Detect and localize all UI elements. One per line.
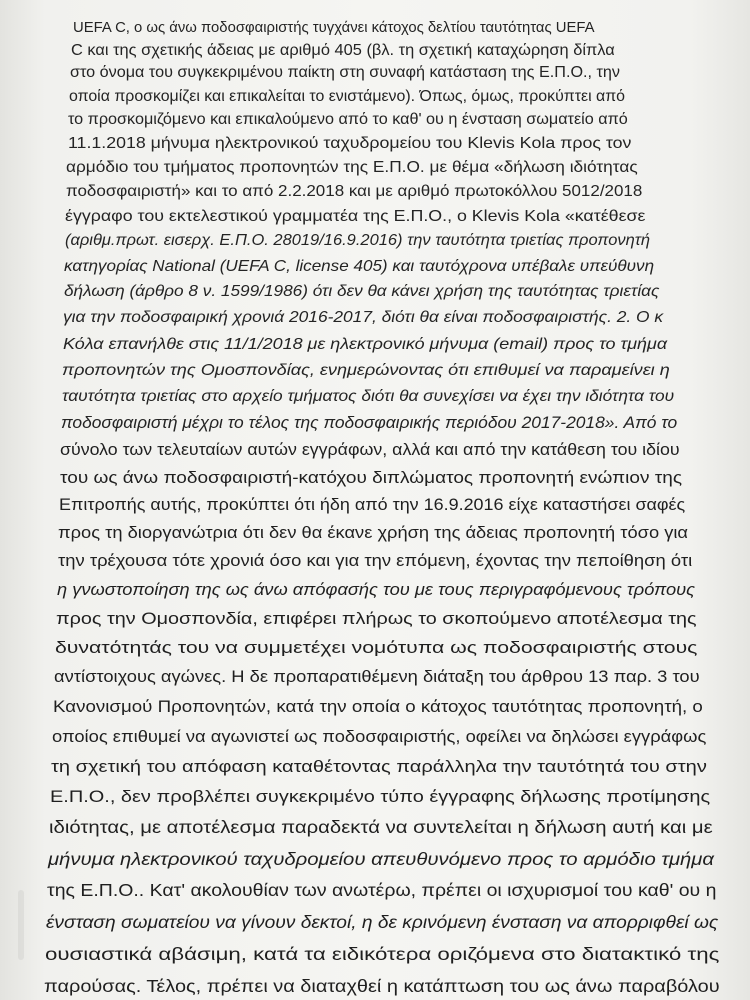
text-line-12: δήλωση (άρθρο 8 ν. 1599/1986) ότι δεν θα κάνει χρήση της ταυτότητας τριετίας (64, 282, 660, 300)
text-line-6: 11.1.2018 μήνυμα ηλεκτρονικού ταχυδρομείου του Klevis Kola προς τον (68, 134, 632, 152)
text-line-14: Κόλα επανήλθε στις 11/1/2018 με ηλεκτρονικό μήνυμα (email) προς το τμήμα (63, 334, 668, 353)
text-line-20: Επιτροπής αυτής, προκύπτει ότι ήδη από την 16.9.2016 είχε καταστήσει σαφές (59, 496, 686, 515)
text-line-34: ένσταση σωματείου να γίνουν δεκτοί, η δε κρινόμενη ένσταση να απορριφθεί ως (46, 911, 719, 932)
text-line-29: τη σχετική του απόφαση καταθέτοντας παράλληλα την ταυτότητά του στην (51, 756, 707, 776)
text-line-24: προς την Ομοσπονδία, επιφέρει πλήρως το σκοπούμενο αποτέλεσμα της (56, 608, 697, 628)
text-line-22: την τρέχουσα τότε χρονιά όσο και για την επόμενη, έχοντας την πεποίθηση ότι (58, 551, 693, 571)
text-line-3: στο όνομα του συγκεκριμένου παίκτη στη συναφή κατάσταση της Ε.Π.Ο., την (70, 64, 621, 82)
text-line-13: για την ποδοσφαιρική χρονιά 2016-2017, διότι θα είναι ποδοσφαιριστής. 2. Ο κ (63, 308, 664, 326)
text-line-31: ιδιότητας, με αποτέλεσμα παραδεκτά να συντελείται η δήλωση αυτή και με (49, 818, 713, 838)
text-line-9: έγγραφο του εκτελεστικού γραμματέα της Ε.Π.Ο., ο Klevis Kola «κατέθεσε (65, 207, 646, 225)
text-line-16: ταυτότητα τριετίας στο αρχείο τμήματος διότι θα συνεχίσει να έχει την ιδιότητα του (62, 387, 675, 406)
text-line-4: οποία προσκομίζει και επικαλείται το ενιστάμενο). Όπως, όμως, προκύπτει από (69, 87, 626, 105)
text-line-10: (αριθμ.πρωτ. εισερχ. Ε.Π.Ο. 28019/16.9.2016) την ταυτότητα τριετίας προπονητή (65, 232, 651, 250)
text-line-18: σύνολο των τελευταίων αυτών εγγράφων, αλλά και από την κατάθεση του ιδίου (60, 441, 680, 460)
text-line-19: του ως άνω ποδοσφαιριστή-κατόχου διπλώματος προπονητή ενώπιον της (60, 468, 683, 487)
text-line-36: παρούσας. Τέλος, πρέπει να διαταχθεί η κατάπτωση του ως άνω παραβόλου (44, 976, 720, 996)
text-line-8: ποδοσφαιριστή» και το από 2.2.2018 και με αριθμό πρωτοκόλλου 5012/2018 (66, 183, 643, 200)
text-line-27: Κανονισμού Προπονητών, κατά την οποία ο κάτοχος ταυτότητας προπονητή, ο (53, 696, 703, 716)
scan-shadow (18, 890, 24, 960)
text-line-5: το προσκομιζόμενο και επικαλούμενο από το καθ' ου η ένσταση σωματείο από (68, 111, 628, 129)
text-line-17: ποδοσφαιριστή μέχρι το τέλος της ποδοσφαιρικής περιόδου 2017-2018». Από το (61, 414, 678, 433)
text-line-2: C και της σχετικής άδειας με αριθμό 405 (βλ. τη σχετική καταχώρηση δίπλα (71, 41, 615, 59)
text-line-32: μήνυμα ηλεκτρονικού ταχυδρομείου απευθυνόμενο προς το αρμόδιο τμήμα (48, 849, 714, 870)
text-line-23: η γνωστοποίηση της ως άνω απόφασής του με τους περιγραφόμενους τρόπους (57, 579, 696, 599)
text-line-11: κατηγορίας National (UEFA C, license 405) και ταυτόχρονα υπέβαλε υπεύθυνη (64, 257, 655, 275)
text-line-1: UEFA C, ο ως άνω ποδοσφαιριστής τυγχάνει κάτοχος δελτίου ταυτότητας UEFA (73, 19, 595, 36)
text-line-33: της Ε.Π.Ο.. Κατ' ακολουθίαν των ανωτέρω, πρέπει οι ισχυρισμοί του καθ' ου η (47, 880, 717, 901)
text-line-28: οποίος επιθυμεί να αγωνιστεί ως ποδοσφαιριστής, οφείλει να δηλώσει εγγράφως (52, 726, 707, 746)
text-line-21: προς τη διοργανώτρια ότι δεν θα έκανε χρήση της άδειας προπονητή τόσο για (58, 524, 688, 543)
text-line-35: ουσιαστικά αβάσιμη, κατά τα ειδικότερα οριζόμενα στο διατακτικό της (45, 943, 720, 964)
text-line-25: δυνατότητάς του να συμμετέχει νομότυπα ως ποδοσφαιριστής στους (55, 637, 698, 657)
text-line-7: αρμόδιο του τμήματος προπονητών της Ε.Π.Ο. με θέμα «δήλωση ιδιότητας (66, 158, 638, 176)
text-line-30: Ε.Π.Ο., δεν προβλέπει συγκεκριμένο τύπο έγγραφης δήλωσης προτίμησης (50, 787, 711, 807)
text-line-15: προπονητών της Ομοσπονδίας, ενημερώνοντας ότι επιθυμεί να παραμείνει η (62, 360, 670, 379)
text-line-26: αντίστοιχους αγώνες. Η δε προπαρατιθέμενη διάταξη του άρθρου 13 παρ. 3 του (54, 667, 700, 687)
